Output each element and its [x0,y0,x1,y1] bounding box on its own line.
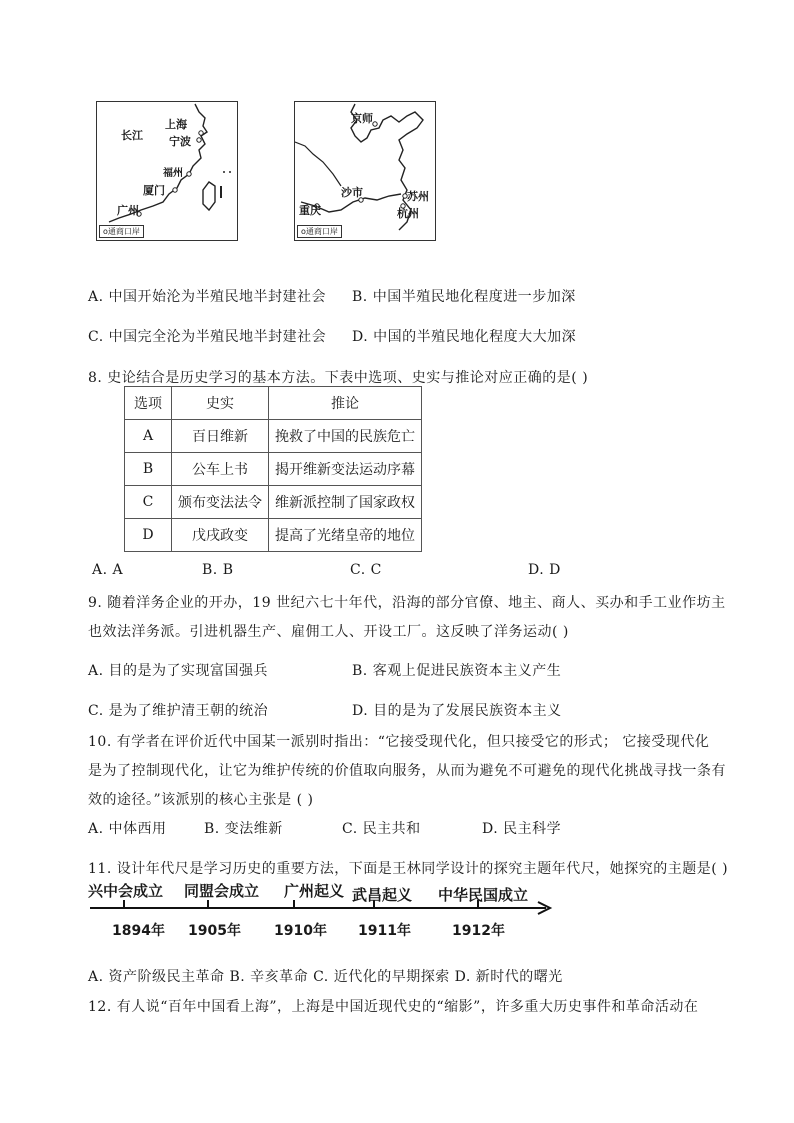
map-label-guangzhou: 广州 [117,204,139,217]
map-coastal-ports [96,101,238,241]
timeline-year-1912: 1912年 [452,923,505,939]
q8-option-a[interactable]: A. A [92,562,124,578]
map-label-suzhou: 苏州 [407,190,429,203]
table-header-row [125,387,422,420]
q10-stem-line-1: 10. 有学者在评价近代中国某一派别时指出：“它接受现代化，但只接受它的形式； 它接受现代化 [88,734,710,750]
timeline-event-wuchang: 武昌起义 [352,886,413,904]
table-header: 史实 [172,387,269,420]
q10-stem-line-2: 是为了控制现代化，让它为维护传统的价值取向服务，从而为避免不可避免的现代化挑战寻找一条有 [88,763,726,779]
q10-option-d[interactable]: D. 民主科学 [482,821,562,837]
timeline-event-tongmenghui: 同盟会成立 [184,882,260,900]
map-label-fuzhou: 福州 [163,168,183,179]
table-cell: 提高了光绪皇帝的地位 [269,519,422,552]
q7-option-d[interactable]: D. 中国的半殖民地化程度大大加深 [352,329,577,345]
table-cell: D [125,519,172,552]
table-cell: 挽救了中国的民族危亡 [269,420,422,453]
map-legend: o通商口岸 [99,225,144,238]
q9-stem-line-1: 9. 随着洋务企业的开办，19 世纪六七十年代，沿海的部分官僚、地主、商人、买办和手工业作坊主 [88,595,726,611]
q7-option-a[interactable]: A. 中国开始沦为半殖民地半封建社会 [88,289,327,305]
table-cell: B [125,453,172,486]
table-row [125,519,422,552]
q9-stem-line-2: 也效法洋务派。引进机器生产、雇佣工人、开设工厂。这反映了洋务运动( ) [88,624,569,640]
q10-option-b[interactable]: B. 变法维新 [204,821,283,837]
q8-table [124,386,422,552]
map-label-xiamen: 厦门 [143,184,165,197]
timeline-event-roc: 中华民国成立 [438,886,529,904]
q11-timeline [88,878,558,940]
map-label-shanghai: 上海 [165,118,187,131]
timeline-year-1911: 1911年 [358,923,411,939]
q9-option-b[interactable]: B. 客观上促进民族资本主义产生 [352,663,562,679]
table-cell: 颁布变法法令 [172,486,269,519]
table-row [125,486,422,519]
q8-option-c[interactable]: C. C [350,562,382,578]
table-row [125,420,422,453]
timeline-year-1910: 1910年 [274,923,327,939]
q12-stem: 12. 有人说“百年中国看上海”，上海是中国近现代史的“缩影”，许多重大历史事件和革命活动在 [88,999,699,1015]
table-cell: 公车上书 [172,453,269,486]
table-cell: 维新派控制了国家政权 [269,486,422,519]
q9-option-d[interactable]: D. 目的是为了发展民族资本主义 [352,703,562,719]
map-label-changjiang: 长江 [121,129,143,142]
q8-option-b[interactable]: B. B [202,562,234,578]
map-label-hangzhou: 杭州 [397,207,419,220]
map-label-jingshi: 京师 [351,112,373,125]
timeline-event-xingzhonghui: 兴中会成立 [88,882,164,900]
q9-option-a[interactable]: A. 目的是为了实现富国强兵 [88,663,269,679]
q7-option-b[interactable]: B. 中国半殖民地化程度进一步加深 [352,289,576,305]
table-cell: A [125,420,172,453]
table-cell: 揭开维新变法运动序幕 [269,453,422,486]
q8-option-d[interactable]: D. D [528,562,561,578]
map-label-ningbo: 宁波 [169,135,191,148]
table-cell: C [125,486,172,519]
q10-stem-line-3: 效的途径。”该派别的核心主张是 ( ) [88,792,314,808]
q8-stem: 8. 史论结合是历史学习的基本方法。下表中选项、史实与推论对应正确的是( ) [88,370,589,386]
timeline-event-guangzhou: 广州起义 [284,882,345,900]
q10-option-a[interactable]: A. 中体西用 [88,821,167,837]
q11-stem: 11. 设计年代尺是学习历史的重要方法，下面是王林同学设计的探究主题年代尺，她探究的主题是( ) [88,861,729,877]
map-inland-ports [294,101,436,241]
map-label-chongqing: 重庆 [299,204,321,217]
table-row [125,453,422,486]
table-header: 推论 [269,387,422,420]
q7-option-c[interactable]: C. 中国完全沦为半殖民地半封建社会 [88,329,327,345]
table-header: 选项 [125,387,172,420]
q11-options[interactable]: A. 资产阶级民主革命 B. 辛亥革命 C. 近代化的早期探索 D. 新时代的曙光 [88,969,563,985]
table-cell: 百日维新 [172,420,269,453]
q10-option-c[interactable]: C. 民主共和 [342,821,421,837]
timeline-year-1894: 1894年 [112,923,165,939]
map-legend: o通商口岸 [297,225,342,238]
table-cell: 戊戌政变 [172,519,269,552]
timeline-year-1905: 1905年 [188,923,241,939]
q9-option-c[interactable]: C. 是为了维护清王朝的统治 [88,703,269,719]
map-label-shashi: 沙市 [341,186,363,199]
